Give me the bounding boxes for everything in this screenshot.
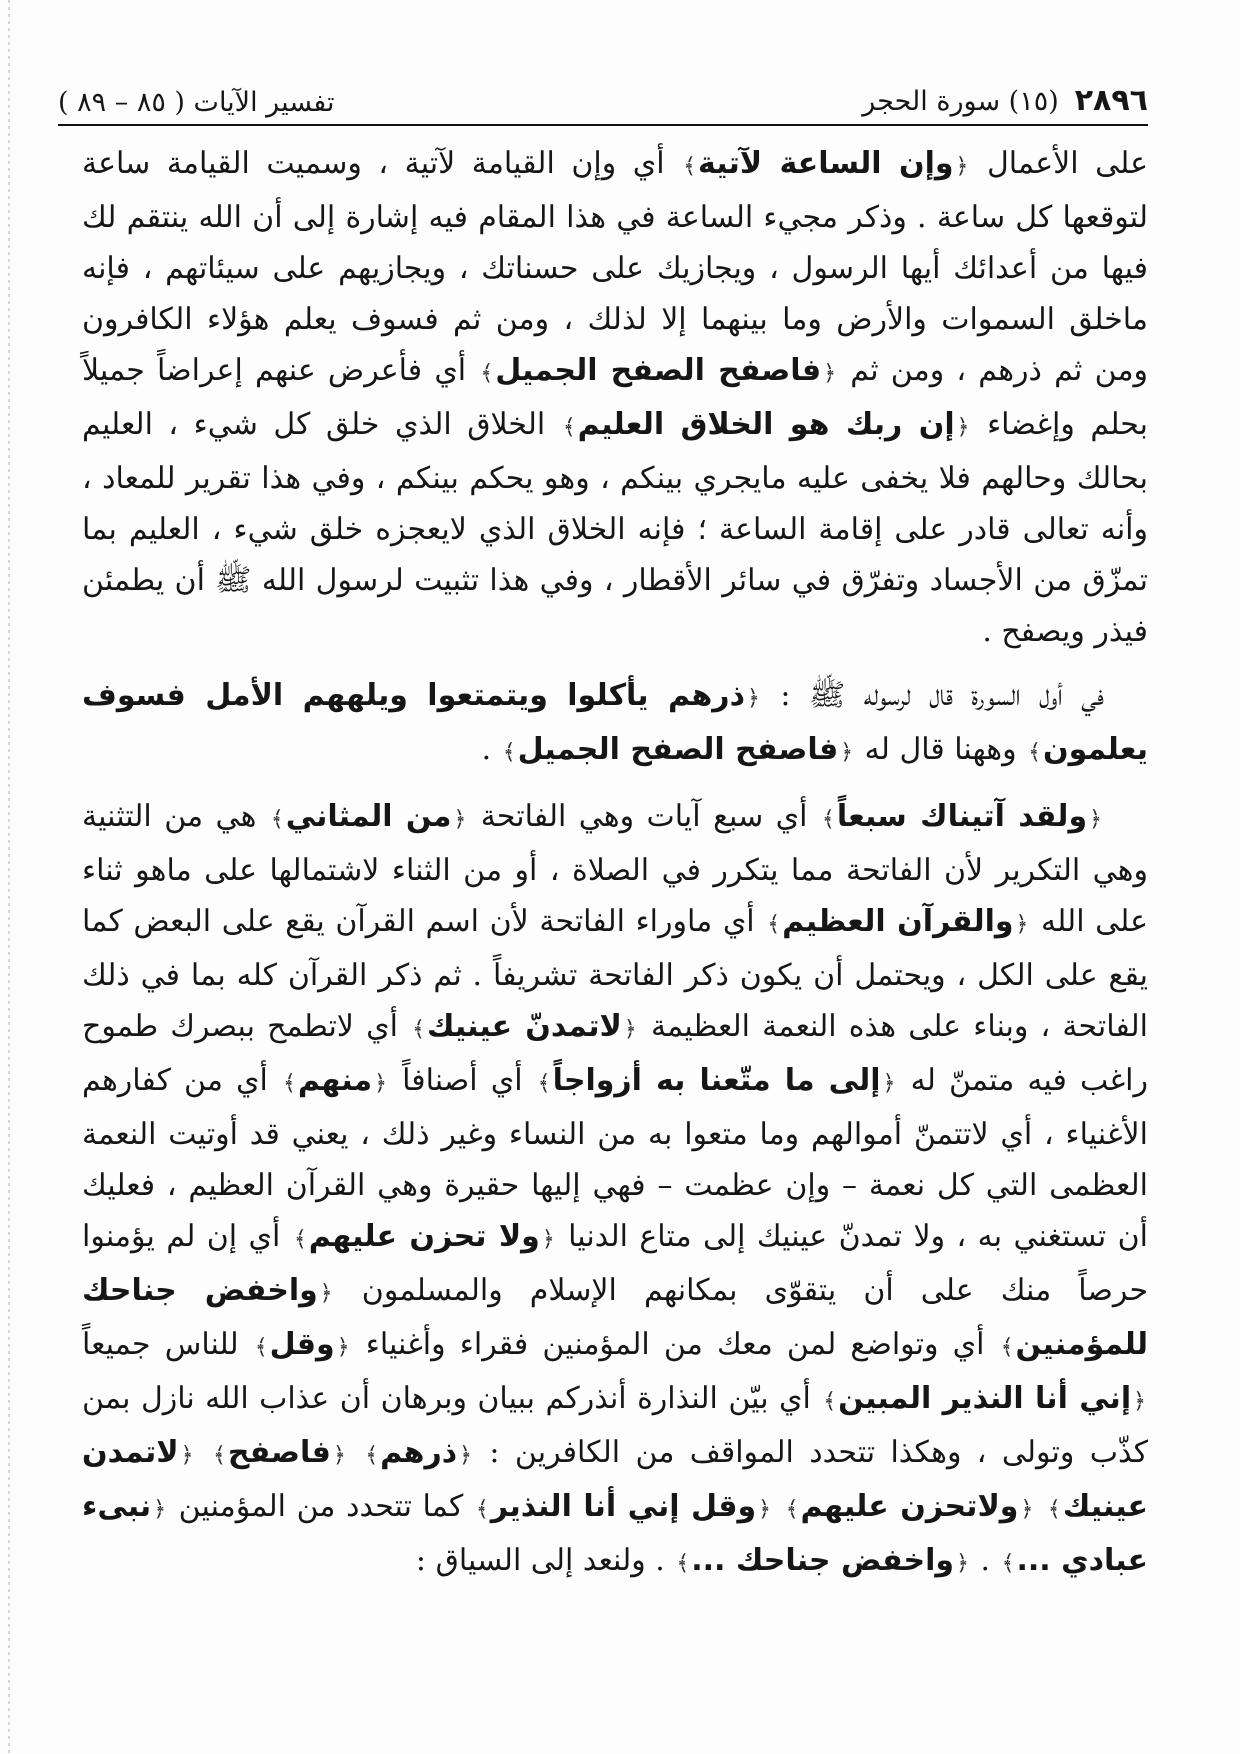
ornate-bracket-open: ﴿ <box>1020 1497 1034 1522</box>
commentary-text: أي أصنافاً <box>388 1063 536 1098</box>
quran-verse-quote: ولاتحزن عليهم <box>800 1489 1019 1524</box>
ornate-bracket-open: ﴿ <box>541 1227 555 1252</box>
quran-verse-quote: ذرهم <box>380 1435 458 1470</box>
ornate-bracket-close: ﴾ <box>1028 740 1042 765</box>
commentary-text: أي من كفارهم الأغنياء ، أي لاتتمنّ أموالهم وما متعوا به من النساء وغير ذلك ، يعني قد أوتيت النعمة العظمى التي كل نعمة – وإن عظمت – فهي إليها حقيرة وهي القرآن العظيم ، فعليك أن تستغني به ، ولا تمدنّ عينيك إلى متاع الدنيا <box>82 1063 1149 1254</box>
ornate-bracket-close: ﴾ <box>1001 1551 1015 1576</box>
ornate-bracket-open: ﴿ <box>746 686 760 711</box>
commentary-text <box>773 1489 784 1524</box>
body-text <box>82 138 1148 1589</box>
ornate-bracket-close: ﴾ <box>683 154 696 179</box>
commentary-text <box>196 1435 211 1470</box>
quran-verse-quote: واخفض جناحك للمؤمنين <box>82 1273 1149 1362</box>
ornate-bracket-open: ﴿ <box>840 740 854 765</box>
ornate-bracket-close: ﴾ <box>293 1227 307 1252</box>
commentary-text: على الأعمال <box>970 146 1148 181</box>
ornate-bracket-close: ﴾ <box>767 912 781 937</box>
quran-verse-quote: من المثاني <box>285 799 452 834</box>
paragraph-commentary-2 <box>82 670 1148 778</box>
ornate-bracket-close: ﴾ <box>1000 1335 1014 1360</box>
quran-verse-quote: لاتمدنّ عينيك <box>426 1009 622 1044</box>
ornate-bracket-close: ﴾ <box>562 415 576 440</box>
ornate-bracket-close: ﴾ <box>212 1443 226 1468</box>
commentary-text: أي وإن القيامة لآتية ، وسميت القيامة ساعة لتوقعها كل ساعة . وذكر مجيء الساعة في هذا المقام فيه إشارة إلى أن الله ينتقم لك فيها من أعدائك أيها الرسول ، ويجازيك على حسناتك ، ويجازيهم على سيئاتهم ، فإنه ماخلق السموات والأرض وما بينهما إلا لذلك ، ومن ثم فسوف يعلم هؤلاء الكافرون ومن ثم ذرهم ، ومن ثم <box>82 146 1149 388</box>
quran-verse-quote: ذرهم يأكلوا ويتمتعوا ويلههم الأمل فسوف يعلمون <box>82 678 1148 767</box>
ornate-bracket-open: ﴿ <box>319 1281 333 1306</box>
quran-verse-quote: لاتمدن عينيك <box>82 1435 1148 1524</box>
commentary-text: أي فأعرض عنهم إعراضاً جميلاً بحلم وإغضاء <box>82 353 1148 442</box>
ornate-bracket-close: ﴾ <box>254 1335 268 1360</box>
commentary-text <box>1035 1489 1046 1524</box>
ornate-bracket-close: ﴾ <box>502 740 516 765</box>
quran-verse-quote: ولا تحزن عليهم <box>308 1219 540 1254</box>
quran-verse-quote: ولقد آتيناك سبعاً <box>836 799 1088 834</box>
ornate-bracket-close: ﴾ <box>785 1497 799 1522</box>
ornate-bracket-open: ﴿ <box>956 1551 969 1576</box>
commentary-text <box>348 1435 363 1470</box>
ornate-bracket-open: ﴿ <box>180 1443 194 1468</box>
quran-verse-quote: منهم <box>297 1063 373 1098</box>
ornate-bracket-close: ﴾ <box>283 1071 296 1096</box>
ornate-bracket-close: ﴾ <box>270 807 284 832</box>
commentary-text: . ولنعد إلى السياق : <box>415 1543 675 1578</box>
quran-verse-quote: واخفض جناحك ... <box>691 1543 955 1578</box>
commentary-text: في أول السورة قال لرسوله ﷺ : <box>761 678 1104 713</box>
ornate-bracket-open: ﴿ <box>153 1497 167 1522</box>
page-header <box>58 62 1148 118</box>
ornate-bracket-open: ﴿ <box>1133 1389 1146 1414</box>
ornate-bracket-open: ﴿ <box>882 1071 896 1096</box>
commentary-text: أي لاتطمح ببصرك طموح راغب فيه متمنّ له <box>82 1009 1148 1098</box>
quran-verse-quote: وإن الساعة لآتية <box>698 146 954 181</box>
ornate-bracket-close: ﴾ <box>537 1071 551 1096</box>
ornate-bracket-close: ﴾ <box>365 1443 379 1468</box>
header-right-group <box>862 83 1148 118</box>
quran-verse-quote: إني أنا النذير المبين <box>838 1381 1132 1416</box>
ornate-bracket-close: ﴾ <box>412 1017 425 1042</box>
ornate-bracket-close: ﴾ <box>821 807 835 832</box>
ornate-bracket-open: ﴿ <box>623 1017 637 1042</box>
ornate-bracket-open: ﴿ <box>823 361 837 386</box>
ornate-bracket-close: ﴾ <box>480 361 494 386</box>
quran-verse-quote: إلى ما متّعنا به أزواجاً <box>552 1063 881 1098</box>
commentary-text: أي بيّن النذارة أنذركم ببيان وبرهان أن عذاب الله نازل بمن كذّب وتولى ، وهكذا تتحدد المواقف من الكافرين : <box>82 1381 1148 1470</box>
commentary-text: الخلاق الذي خلق كل شيء ، العليم بحالك وحالهم فلا يخفى عليه مايجري بينكم ، وهو يحكم بينكم ، وفي هذا تقرير للمعاد ، وأنه تعالى قادر على إقامة الساعة ؛ فإنه الخلاق الذي لايعجزه خلق شيء ، العليم بما تمزّق من الأجساد وتفرّق في سائر الأقطار ، وفي هذا تثبيت لرسول الله ﷺ أن يطمئن فيذر ويصفح . <box>82 407 1148 649</box>
commentary-text: هي من التثنية وهي التكرير لأن الفاتحة مما يتكرر في الصلاة ، أو من الثناء لاشتمالها على ماهو ثناء على الله <box>82 799 1148 939</box>
quran-verse-quote: فاصفح الصفح الجميل <box>517 732 839 767</box>
commentary-text: . <box>970 1543 1000 1578</box>
commentary-text: وههنا قال له <box>855 732 1027 767</box>
ornate-bracket-close: ﴾ <box>1047 1497 1061 1522</box>
ornate-bracket-open: ﴿ <box>336 1335 350 1360</box>
header-divider <box>58 124 1148 126</box>
ornate-bracket-open: ﴿ <box>332 1443 346 1468</box>
ornate-bracket-open: ﴿ <box>459 1443 473 1468</box>
quran-verse-quote: والقرآن العظيم <box>782 904 1014 939</box>
ornate-bracket-close: ﴾ <box>823 1389 837 1414</box>
commentary-text: . <box>481 732 501 767</box>
chapter-title: (١٥) سورة الحجر <box>862 86 1059 117</box>
quran-verse-quote: إن ربك هو الخلاق العليم <box>577 407 955 442</box>
ornate-bracket-open: ﴿ <box>955 154 969 179</box>
commentary-text: أي ماوراء الفاتحة لأن اسم القرآن يقع على البعض كما يقع على الكل ، ويحتمل أن يكون ذكر الفاتحة تشريفاً . ثم ذكر القرآن كله بما في ذلك الفاتحة ، وبناء على هذه النعمة العظيمة <box>82 904 1148 1044</box>
ornate-bracket-open: ﴿ <box>956 415 970 440</box>
ornate-bracket-open: ﴿ <box>1015 912 1029 937</box>
ornate-bracket-open: ﴿ <box>758 1497 771 1522</box>
commentary-text: كما تتحدد من المؤمنين <box>168 1489 474 1524</box>
ornate-bracket-open: ﴿ <box>1089 807 1102 832</box>
ornate-bracket-open: ﴿ <box>453 807 467 832</box>
commentary-text: للناس جميعاً <box>82 1327 253 1362</box>
paragraph-commentary-1 <box>82 138 1148 657</box>
quran-verse-quote: فاصفح الصفح الجميل <box>495 353 822 388</box>
commentary-text: أي وتواضع لمن معك من المؤمنين فقراء وأغنياء <box>351 1327 999 1362</box>
commentary-text: أي إن لم يؤمنوا حرصاً منك على أن يتقوّى بمكانهم الإسلام والمسلمون <box>82 1219 1148 1308</box>
ornate-bracket-close: ﴾ <box>475 1497 489 1522</box>
ornate-bracket-close: ﴾ <box>676 1551 690 1576</box>
section-title: تفسير الآيات ( ٨٥ – ٨٩ ) <box>58 87 335 118</box>
commentary-text: أي سبع آيات وهي الفاتحة <box>468 799 820 834</box>
quran-verse-quote: وقل إني أنا النذير <box>490 1489 757 1524</box>
page-number: ٢٨٩٦ <box>1074 83 1148 118</box>
scan-edge-marks <box>8 0 10 1754</box>
quran-verse-quote: وقل <box>269 1327 335 1362</box>
paragraph-commentary-3 <box>82 791 1148 1589</box>
ornate-bracket-open: ﴿ <box>374 1071 387 1096</box>
quran-verse-quote: نبىء عبادي ... <box>82 1489 1148 1578</box>
quran-verse-quote: فاصفح <box>227 1435 331 1470</box>
